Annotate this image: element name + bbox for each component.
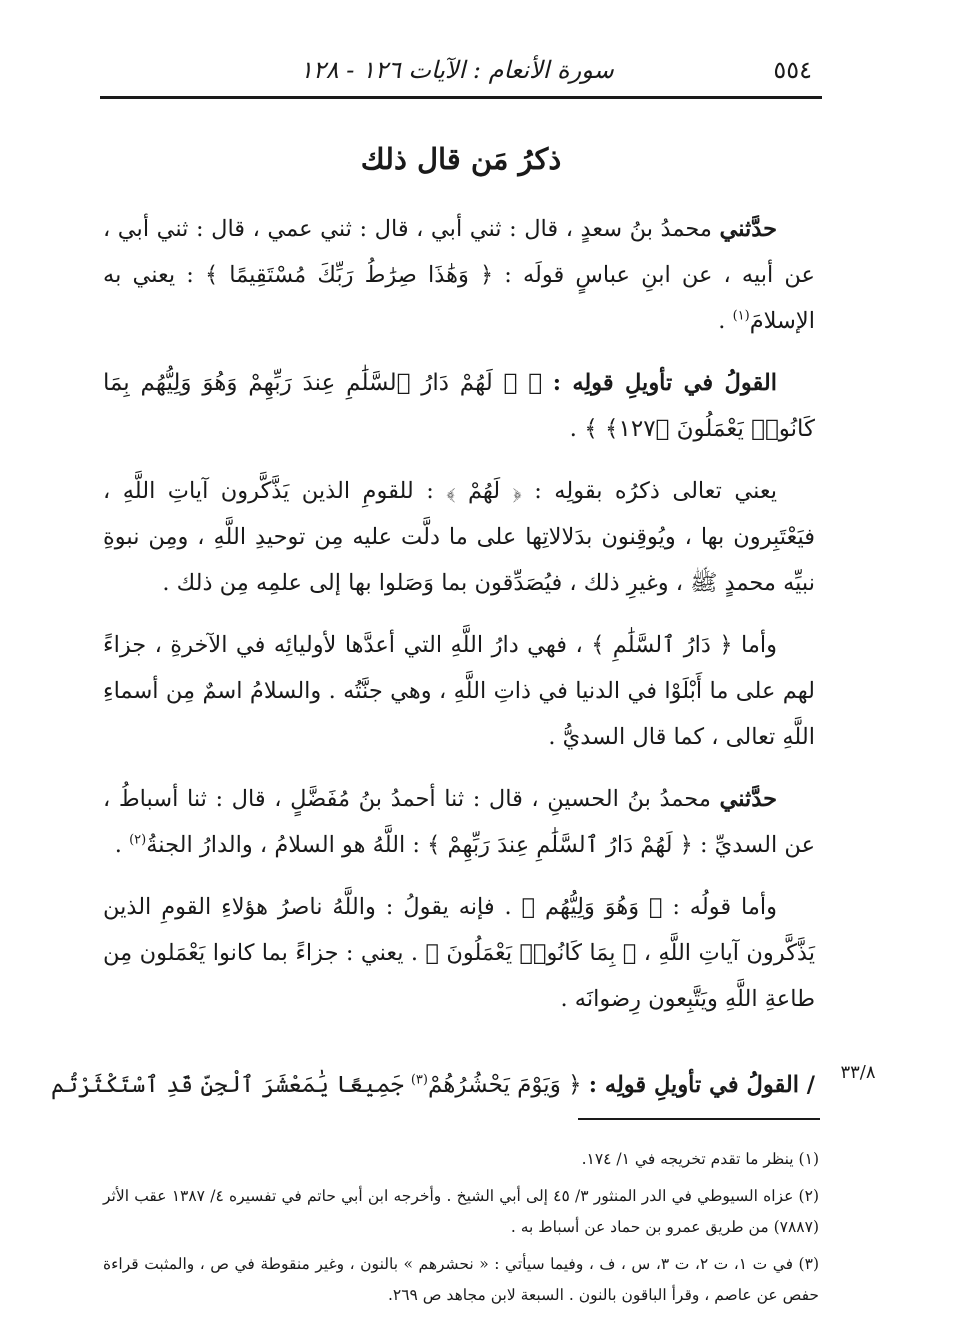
paragraph-3	[103, 468, 815, 606]
paragraph-2	[103, 360, 815, 452]
paragraph-text: محمدُ بنُ سعدٍ ، قال : ثني أبي ، قال : ثني عمي ، قال : ثني أبي ، عن أبيه ، عن ابنِ عباسٍ قولَه : ﴿ وَهَٰذَا صِرَٰطُ رَبِّكَ مُسْتَقِيمًا ﴾ : يعني به الإسلامَ	[103, 216, 815, 334]
paragraph-tail: .	[114, 832, 130, 858]
margin-reference: ٣٣/٨	[840, 1062, 876, 1083]
paragraph-5	[103, 776, 815, 868]
section-heading: ذكرُ مَن قال ذلك	[360, 142, 562, 176]
footnotes	[103, 1144, 819, 1317]
paragraph-lead: حدَّثني	[719, 216, 777, 242]
footnote-ref-2: (٢)	[129, 832, 147, 848]
paragraph-lead: القولُ في تأويلِ قولِه :	[552, 370, 777, 396]
main-text	[103, 206, 815, 1038]
paragraph-text: يعني تعالى ذكرُه بقولِه : ﴿ لَهُمْ ﴾ : للقومِ الذين يَذَّكَّرون آياتِ اللَّهِ ، فيَعْتَبِرون بها ، ويُوقِنون بدَلالاتِها على ما دلَّت عليه مِن توحيدِ اللَّهِ ، ومِن نبوةِ نبيِّه محمدٍ ﷺ ، وغيرِ ذلك ، فيُصَدِّقون بما وَصَلوا بها إلى علمِه مِن ذلك .	[103, 478, 815, 596]
paragraph-6	[103, 884, 815, 1022]
continuation-line	[50, 1062, 815, 1108]
page-number: ٥٥٤	[773, 56, 812, 84]
footnote-ref-1: (١)	[732, 308, 750, 324]
page-header	[100, 48, 822, 92]
paragraph-text: وأما ﴿ دَارُ ٱلسَّلَٰمِ ﴾ ، فهي دارُ اللَّهِ التي أعدَّها لأوليائِه في الآخرةِ ، جزاءً لهم على ما أَبْلَوْا في الدنيا في ذاتِ اللَّهِ ، وهي جنَّتُه . والسلامُ اسمٌ مِن أسماءِ اللَّهِ تعالى ، كما قال السديُّ .	[103, 632, 815, 750]
header-rule	[100, 96, 822, 99]
footnote-1: (١) ينظر ما تقدم تخريجه في ١/ ١٧٤.	[581, 1150, 819, 1168]
paragraph-text: وأما قولُه : ﴿ وَهُوَ وَلِيُّهُم ﴾ . فإنه يقولُ : واللَّهُ ناصرُ هؤلاءِ القومِ الذين يَذَّكَّرون آياتِ اللَّهِ ، ﴿ بِمَا كَانُوا۟ يَعْمَلُونَ ﴾ . يعني : جزاءً بما كانوا يَعْمَلون مِن طاعةِ اللَّهِ ويَتَّبِعون رِضوانَه .	[103, 894, 815, 1012]
footnote-rule	[578, 1118, 820, 1120]
footnote-2: (٢) عزاه السيوطي في الدر المنثور ٣/ ٤٥ إلى أبي الشيخ . وأخرجه ابن أبي حاتم في تفسيره ٤/ ١٣٨٧ عقب الأثر (٧٨٨٧) من طريق عمرو بن حماد عن أسباط به .	[103, 1187, 819, 1236]
paragraph-1	[103, 206, 815, 344]
quran-verse: ﴿ وَيَوْمَ يَحْشُرُهُمْ	[427, 1072, 582, 1098]
quran-verse-continued: جَمِيعًا يَٰمَعْشَرَ ٱلْجِنِّ قَدِ ٱسْتَكْثَرْتُم	[50, 1072, 404, 1098]
quran-verse: ﴿ ۞ لَهُمْ دَارُ ٱلسَّلَٰمِ عِندَ رَبِّهِمْ وَهُوَ وَلِيُّهُم بِمَا كَانُوا۟ يَعْمَلُونَ ﴿١٢٧﴾ ﴾ .	[103, 370, 815, 442]
footnote-3: (٣) في ت ١، ت ٢، ت ٣، س ، ف ، وفيما سيأتي : « نحشرهم » بالنون ، وغير منقوطة في ص ، والمثبت قراءة حفص عن عاصم ، وقرأ الباقون بالنون . السبعة لابن مجاهد ص ٢٦٩.	[103, 1255, 819, 1304]
paragraph-tail: .	[718, 308, 733, 334]
paragraph-4	[103, 622, 815, 760]
paragraph-text: محمدُ بنُ الحسينِ ، قال : ثنا أحمدُ بنُ مُفَضَّلٍ ، قال : ثنا أسباطُ ، عن السديِّ : ﴿ لَهُمْ دَارُ ٱلسَّلَٰمِ عِندَ رَبِّهِمْ ﴾ : اللَّهُ هو السلامُ ، والدارُ الجنةُ	[103, 786, 815, 858]
footnote-ref-3: (٣)	[410, 1072, 428, 1088]
paragraph-lead: / القولُ في تأويلِ قولِه :	[588, 1072, 815, 1098]
paragraph-lead: حدَّثني	[719, 786, 777, 812]
running-title: سورة الأنعام : الآيات ١٢٦ - ١٢٨	[300, 56, 614, 84]
